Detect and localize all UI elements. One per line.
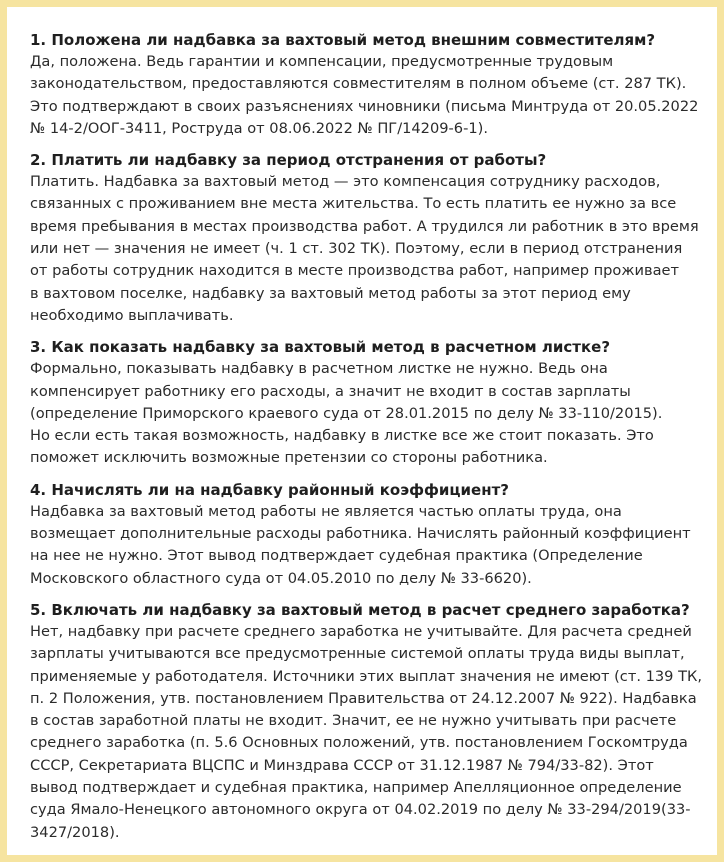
faq-section (30, 29, 703, 140)
answer-line: зарплаты учитываются все предусмотренные системой оплаты труда виды выплат, (30, 645, 685, 663)
question-heading: 3. Как показать надбавку за вахтовый метод в расчетном листке? (30, 338, 611, 357)
answer-line: № 14-2/ООГ-3411, Роструда от 08.06.2022 № ПГ/14209-6-1). (30, 119, 488, 137)
answer-line: в состав заработной платы не входит. Значит, ее не нужно учитывать при расчете (30, 712, 677, 730)
answer-line: в вахтовом поселке, надбавку за вахтовый метод работы за этот период ему (30, 284, 631, 302)
question-heading: 2. Платить ли надбавку за период отстранения от работы? (30, 151, 547, 170)
answer-line: суда Ямало-Ненецкого автономного округа от 04.02.2019 по делу № 33-294/2019(33- (30, 801, 691, 819)
answer-line: или нет — значения не имеет (ч. 1 ст. 302 ТК). Поэтому, если в период отстранения (30, 240, 683, 258)
answer-line: необходимо выплачивать. (30, 306, 234, 324)
question-heading: 4. Начислять ли на надбавку районный коэффициент? (30, 480, 509, 499)
question-heading: 1. Положена ли надбавка за вахтовый метод внешним совместителям? (30, 31, 656, 49)
question-heading: 5. Включать ли надбавку за вахтовый метод в расчет среднего заработка? (30, 600, 690, 619)
answer-line: Это подтверждают в своих разъяснениях чиновники (письма Минтруда от 20.05.2022 (30, 97, 699, 115)
answer-line: среднего заработка (п. 5.6 Основных положений, утв. постановлением Госкомтруда (30, 734, 688, 752)
answer-text (30, 171, 703, 327)
answer-line: (определение Приморского краевого суда от 28.01.2015 по делу № 33-110/2015). (30, 404, 663, 422)
faq-card (7, 7, 717, 855)
answer-line: на нее не нужно. Этот вывод подтверждает судебная практика (Определение (30, 547, 643, 565)
faq-list (30, 29, 703, 844)
faq-section (30, 599, 703, 844)
answer-line: Московского областного суда от 04.05.2010 по делу № 33-6620). (30, 569, 532, 587)
answer-line: время пребывания в местах производства работ. А трудился ли работник в это время (30, 217, 699, 235)
answer-line: Но если есть такая возможность, надбавку в листке все же стоит показать. Это (30, 427, 654, 445)
answer-text (30, 358, 703, 469)
faq-section (30, 149, 703, 327)
answer-line: возмещает дополнительные расходы работника. Начислять районный коэффициент (30, 525, 691, 543)
answer-line: законодательством, предоставляются совместителям в полном объеме (ст. 287 ТК). (30, 75, 687, 93)
answer-line: 3427/2018). (30, 823, 120, 841)
faq-section (30, 336, 703, 469)
answer-line: Платить. Надбавка за вахтовый метод — это компенсация сотруднику расходов, (30, 173, 661, 191)
answer-line: применяемые у работодателя. Источники этих выплат значения не имеют (ст. 139 ТК, (30, 667, 703, 685)
answer-line: п. 2 Положения, утв. постановлением Правительства от 24.12.2007 № 922). Надбавка (30, 689, 697, 707)
answer-text (30, 501, 703, 590)
answer-text (30, 621, 703, 844)
answer-line: Формально, показывать надбавку в расчетном листке не нужно. Ведь она (30, 360, 608, 378)
answer-line: от работы сотрудник находится в месте производства работ, например проживает (30, 262, 680, 280)
answer-line: СССР, Секретариата ВЦСПС и Минздрава СССР от 31.12.1987 № 794/33-82). Этот (30, 756, 654, 774)
answer-line: Нет, надбавку при расчете среднего заработка не учитывайте. Для расчета средней (30, 622, 692, 640)
answer-line: Надбавка за вахтовый метод работы не является частью оплаты труда, она (30, 502, 622, 520)
answer-line: вывод подтверждает и судебная практика, например Апелляционное определение (30, 779, 682, 797)
answer-text (30, 51, 703, 140)
answer-line: компенсирует работнику его расходы, а значит не входит в состав зарплаты (30, 382, 631, 400)
answer-line: Да, положена. Ведь гарантии и компенсации, предусмотренные трудовым (30, 53, 614, 70)
answer-line: поможет исключить возможные претензии со стороны работника. (30, 449, 548, 467)
faq-section (30, 479, 703, 590)
answer-line: связанных с проживанием вне места жительства. То есть платить ее нужно за все (30, 195, 677, 213)
